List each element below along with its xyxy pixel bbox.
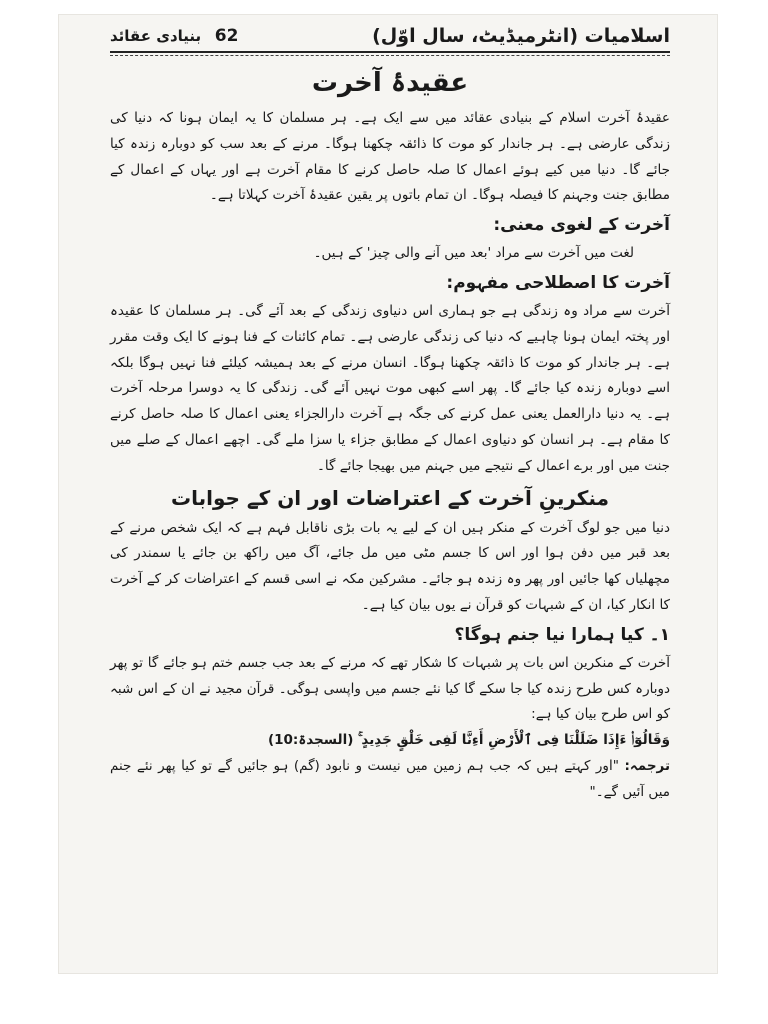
header-rule-dashed bbox=[110, 55, 670, 56]
running-head: بنیادی عقائد bbox=[110, 27, 202, 45]
translation-line bbox=[110, 754, 670, 806]
question-1-paragraph: آخرت کے منکرین اس بات پر شبہات کا شکار تھے کہ مرنے کے بعد جب جسم ختم ہو جائے گا تو پھر دوبارہ کس طرح زندہ کیا جا سکے گا کیا نئے جسم میں واپسی ہوگی۔ قرآن مجید نے ان کے اس شبہ کو اس طرح بیان کیا ہے: bbox=[110, 654, 670, 723]
lexical-paragraph: لغت میں آخرت سے مراد 'بعد میں آنے والی چیز' کے ہیں۔ bbox=[313, 245, 634, 262]
page-header bbox=[110, 22, 670, 50]
lexical-heading: آخرت کے لغوی معنی: bbox=[493, 215, 670, 236]
page-number: 62 bbox=[214, 26, 239, 46]
page-content bbox=[110, 64, 670, 806]
translation-label: ترجمہ: bbox=[624, 757, 671, 774]
technical-paragraph: آخرت سے مراد وہ زندگی ہے جو ہماری اس دنیاوی زندگی کے بعد آئے گی۔ ہر مسلمان کا عقیدہ اور پختہ ایمان ہونا چاہیے کہ دنیا کی زندگی عارضی ہے۔ تمام کائنات کے فنا ہونے کا ایک وقت مقرر ہے۔ ہر جاندار کو موت کا ذائقہ چکھنا ہوگا۔ انسان مرنے کے بعد ہمیشہ کیلئے فنا نہیں ہوگا بلکہ اسے دوبارہ زندہ کیا جائے گا۔ پھر اسے کبھی موت نہیں آئے گی۔ زندگی کا یہ دوسرا مرحلہ آخرت ہے۔ یہ دنیا دارالعمل یعنی عمل کرنے کی جگہ ہے آخرت دارالجزاء یعنی اعمال کا صلہ حاصل کرنے کا مقام ہے۔ ہر انسان کو دنیاوی اعمال کے مطابق جزاء یا سزا ملے گی۔ اچھے اعمال کے صلے میں جنت میں اور برے اعمال کے نتیجے میں جہنم میں بھیجا جائے گا۔ bbox=[110, 302, 670, 474]
book-title: اسلامیات (انٹرمیڈیٹ، سال اوّل) bbox=[372, 25, 670, 47]
translation-text: "اور کہتے ہیں کہ جب ہم زمین میں نیست و نابود (گم) ہو جائیں گے تو کیا پھر نئے جنم میں آئیں گے۔" bbox=[110, 757, 670, 800]
objections-paragraph: دنیا میں جو لوگ آخرت کے منکر ہیں ان کے لیے یہ بات بڑی ناقابل فہم ہے کہ ایک شخص مرنے کے بعد قبر میں دفن ہوا اور اس کا جسم مٹی میں مل جائے، آگ میں راکھ بن جائے یا سمندر کی مچھلیاں کھا جائیں اور پھر وہ زندہ ہو جائے۔ مشرکین مکہ نے اسی قسم کے اعتراضات کر کے آخرت کا انکار کیا، ان کے شبہات کو قرآن نے یوں بیان کیا ہے۔ bbox=[110, 519, 670, 613]
quran-verse: وَقَالُوٓا۟ ءَإِذَا ضَلَلْنَا فِى ٱلْأَرْضِ أَءِنَّا لَفِى خَلْقٍ جَدِيدٍ ۚ (السجدۃ:10) bbox=[267, 732, 670, 749]
page bbox=[58, 14, 718, 974]
header-rule bbox=[110, 51, 670, 53]
page-title: عقیدۂ آخرت bbox=[311, 68, 469, 98]
question-1-heading: ۱۔ کیا ہمارا نیا جنم ہوگا؟ bbox=[454, 624, 670, 645]
objections-heading: منکرینِ آخرت کے اعتراضات اور ان کے جوابات bbox=[171, 485, 609, 510]
intro-paragraph: عقیدۂ آخرت اسلام کے بنیادی عقائد میں سے ایک ہے۔ ہر مسلمان کا یہ ایمان ہونا کہ دنیا کی زندگی عارضی ہے۔ ہر جاندار کو موت کا ذائقہ چکھنا ہوگا۔ مرنے کے بعد سب کو دوبارہ زندہ کیا جائے گا۔ دنیا میں کیے ہوئے اعمال کا صلہ حاصل کرنے کا مقام آخرت ہے اور یہاں کے اعمال کے مطابق جنت وجہنم کا فیصلہ ہوگا۔ ان تمام باتوں پر یقین عقیدۂ آخرت کہلاتا ہے۔ bbox=[110, 110, 670, 204]
technical-heading: آخرت کا اصطلاحی مفہوم: bbox=[446, 272, 670, 293]
